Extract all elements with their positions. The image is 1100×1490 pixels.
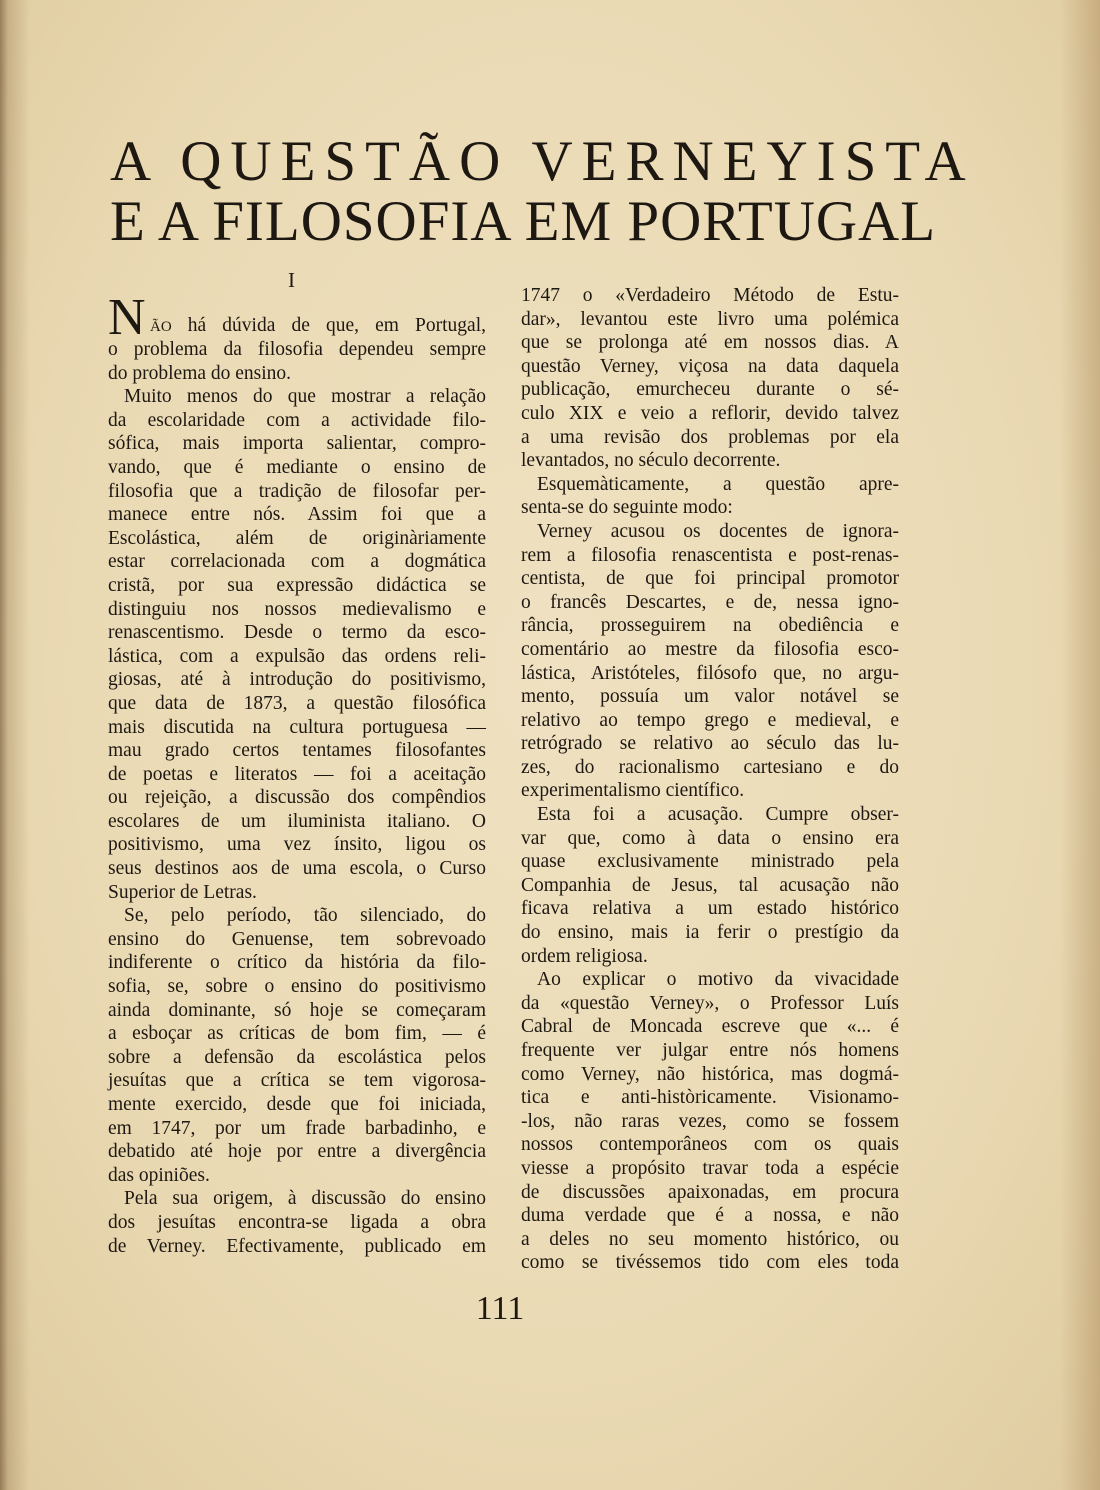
text-line: de poetas e literatos — foi a aceitação: [108, 763, 486, 785]
text-line: que data de 1873, a questão filosófica: [108, 692, 486, 714]
text-line: zes, do racionalismo cartesiano e do: [521, 756, 899, 778]
article-title-line-1: A QUESTÃO VERNEYISTA: [110, 130, 975, 193]
text-line: cristã, por sua expressão didáctica se: [108, 574, 486, 596]
text-line: vando, que é mediante o ensino de: [108, 456, 486, 478]
text-line: distinguiu nos nossos medievalismo e: [108, 598, 486, 620]
text-line: mais discutida na cultura portuguesa —: [108, 716, 486, 738]
text-line: manece entre nós. Assim foi que a: [108, 504, 486, 526]
text-line: Esta foi a acusação. Cumpre obser-: [537, 804, 899, 826]
opening-line: [150, 314, 486, 338]
right-column: [521, 284, 899, 1275]
text-line: das opiniões.: [108, 1164, 210, 1186]
text-line: rem a filosofia renascentista e post-renas-: [521, 544, 899, 566]
text-line: comentário ao mestre da filosofia esco-: [521, 638, 899, 660]
text-line: sófica, mais importa salientar, compro-: [108, 433, 486, 455]
text-line: Companhia de Jesus, tal acusação não: [521, 874, 899, 896]
opening-rest: há dúvida de que, em Portugal,: [171, 315, 486, 336]
text-line: em 1747, por um frade barbadinho, e: [108, 1117, 486, 1139]
text-line: sofia, se, sobre o ensino do positivismo: [108, 976, 486, 998]
text-line: Muito menos do que mostrar a relação: [124, 386, 486, 408]
text-line: lástica, Aristóteles, filósofo que, no argu-: [521, 662, 899, 684]
text-line: da escolaridade com a actividade filo-: [108, 409, 486, 431]
text-line: mento, possuía um valor notável se: [521, 686, 899, 708]
text-line: nossos contemporâneos com os quais: [521, 1134, 899, 1156]
text-line: do ensino, mais ia ferir o prestígio da: [521, 922, 899, 944]
text-line: jesuítas que a crítica se tem vigorosa-: [108, 1070, 486, 1092]
section-number: I: [288, 268, 295, 292]
text-line: indiferente o crítico da história da filo-: [108, 952, 486, 974]
left-column: [108, 338, 486, 1258]
text-line: 1747 o «Verdadeiro Método de Estu-: [521, 285, 899, 306]
text-line: do problema do ensino.: [108, 362, 292, 384]
text-line: publicação, emurcheceu durante o sé-: [521, 379, 899, 401]
text-line: levantados, no século decorrente.: [521, 450, 781, 472]
text-line: que se prolonga até em nossos dias. A: [521, 332, 899, 354]
page-number: 111: [475, 1290, 525, 1327]
text-line: Ao explicar o motivo da vivacidade: [537, 969, 899, 991]
text-line: ficava relativa a um estado histórico: [521, 898, 899, 920]
text-line: como Verney, não histórica, mas dogmá-: [521, 1063, 899, 1085]
text-line: rância, prosseguirem na obediência e: [521, 615, 899, 637]
text-line: debatido até hoje por entre a divergência: [108, 1141, 486, 1163]
text-line: duma verdade que é a nossa, e não: [521, 1205, 899, 1227]
text-line: como se tivéssemos tido com eles toda: [521, 1252, 899, 1274]
text-line: tica e anti-històricamente. Visionamo-: [521, 1087, 899, 1109]
text-line: dar», levantou este livro uma polémica: [521, 308, 899, 330]
text-line: ordem religiosa.: [521, 945, 648, 967]
text-line: o problema da filosofia dependeu sempre: [108, 339, 486, 360]
text-line: mau grado certos tentames filosofantes: [108, 740, 486, 762]
text-line: sobre a defensão da escolástica pelos: [108, 1046, 486, 1068]
text-line: Escolástica, além de originàriamente: [108, 527, 486, 549]
text-line: seus destinos aos de uma escola, o Curso: [108, 858, 486, 880]
text-line: quase exclusivamente ministrado pela: [521, 851, 899, 873]
text-line: o francês Descartes, e de, nessa igno-: [521, 591, 899, 613]
text-line: renascentismo. Desde o termo da esco-: [108, 622, 486, 644]
text-line: filosofia que a tradição de filosofar per-: [108, 480, 486, 502]
text-line: viesse a propósito travar toda a espécie: [521, 1157, 899, 1179]
text-line: Superior de Letras.: [108, 881, 257, 903]
text-line: retrógrado se relativo ao século das lu-: [521, 733, 899, 755]
text-line: frequente ver julgar entre nós homens: [521, 1040, 899, 1061]
text-line: var que, como à data o ensino era: [521, 827, 899, 849]
opening-small-caps: ÃO: [150, 319, 172, 335]
text-line: Pela sua origem, à discussão do ensino: [124, 1188, 486, 1210]
text-line: relativo ao tempo grego e medieval, e: [521, 709, 899, 731]
text-line: Verney acusou os docentes de ignora-: [537, 520, 899, 542]
text-line: a esboçar as críticas de bom fim, — é: [108, 1023, 486, 1045]
text-line: dos jesuítas encontra-se ligada a obra: [108, 1211, 486, 1233]
text-line: -los, não raras vezes, como se fossem: [521, 1110, 899, 1132]
text-line: de Verney. Efectivamente, publicado em: [108, 1235, 486, 1257]
text-line: positivismo, uma vez ínsito, ligou os: [108, 834, 486, 856]
text-line: ou rejeição, a discussão dos compêndios: [108, 787, 486, 809]
text-line: questão Verney, viçosa na data daquela: [521, 355, 899, 377]
text-line: ainda dominante, só hoje se começaram: [108, 999, 486, 1021]
text-line: senta-se do seguinte modo:: [521, 497, 733, 519]
text-line: Se, pelo período, tão silenciado, do: [124, 905, 486, 927]
text-line: Esquemàticamente, a questão apre-: [537, 473, 899, 495]
text-line: de discussões apaixonadas, em procura: [521, 1181, 899, 1203]
text-line: experimentalismo científico.: [521, 780, 745, 802]
text-line: ensino do Genuense, tem sobrevoado: [108, 928, 486, 950]
text-line: a deles no seu momento histórico, ou: [521, 1228, 899, 1250]
drop-cap: N: [108, 289, 146, 346]
text-line: estar correlacionada com a dogmática: [108, 551, 486, 573]
text-line: escolares de um iluminista italiano. O: [108, 810, 486, 832]
text-line: mente exercido, desde que foi iniciada,: [108, 1094, 486, 1115]
text-line: a uma revisão dos problemas por ela: [521, 426, 899, 448]
text-line: centista, de que foi principal promotor: [521, 568, 899, 590]
text-line: da «questão Verney», o Professor Luís: [521, 992, 899, 1014]
article-title-line-2: E A FILOSOFIA EM PORTUGAL: [110, 190, 937, 253]
text-line: Cabral de Moncada escreve que «... é: [521, 1016, 899, 1038]
text-line: giosas, até à introdução do positivismo,: [108, 669, 486, 691]
text-line: lástica, com a expulsão das ordens reli-: [108, 645, 486, 667]
text-line: culo XIX e veio a reflorir, devido talvez: [521, 402, 899, 424]
